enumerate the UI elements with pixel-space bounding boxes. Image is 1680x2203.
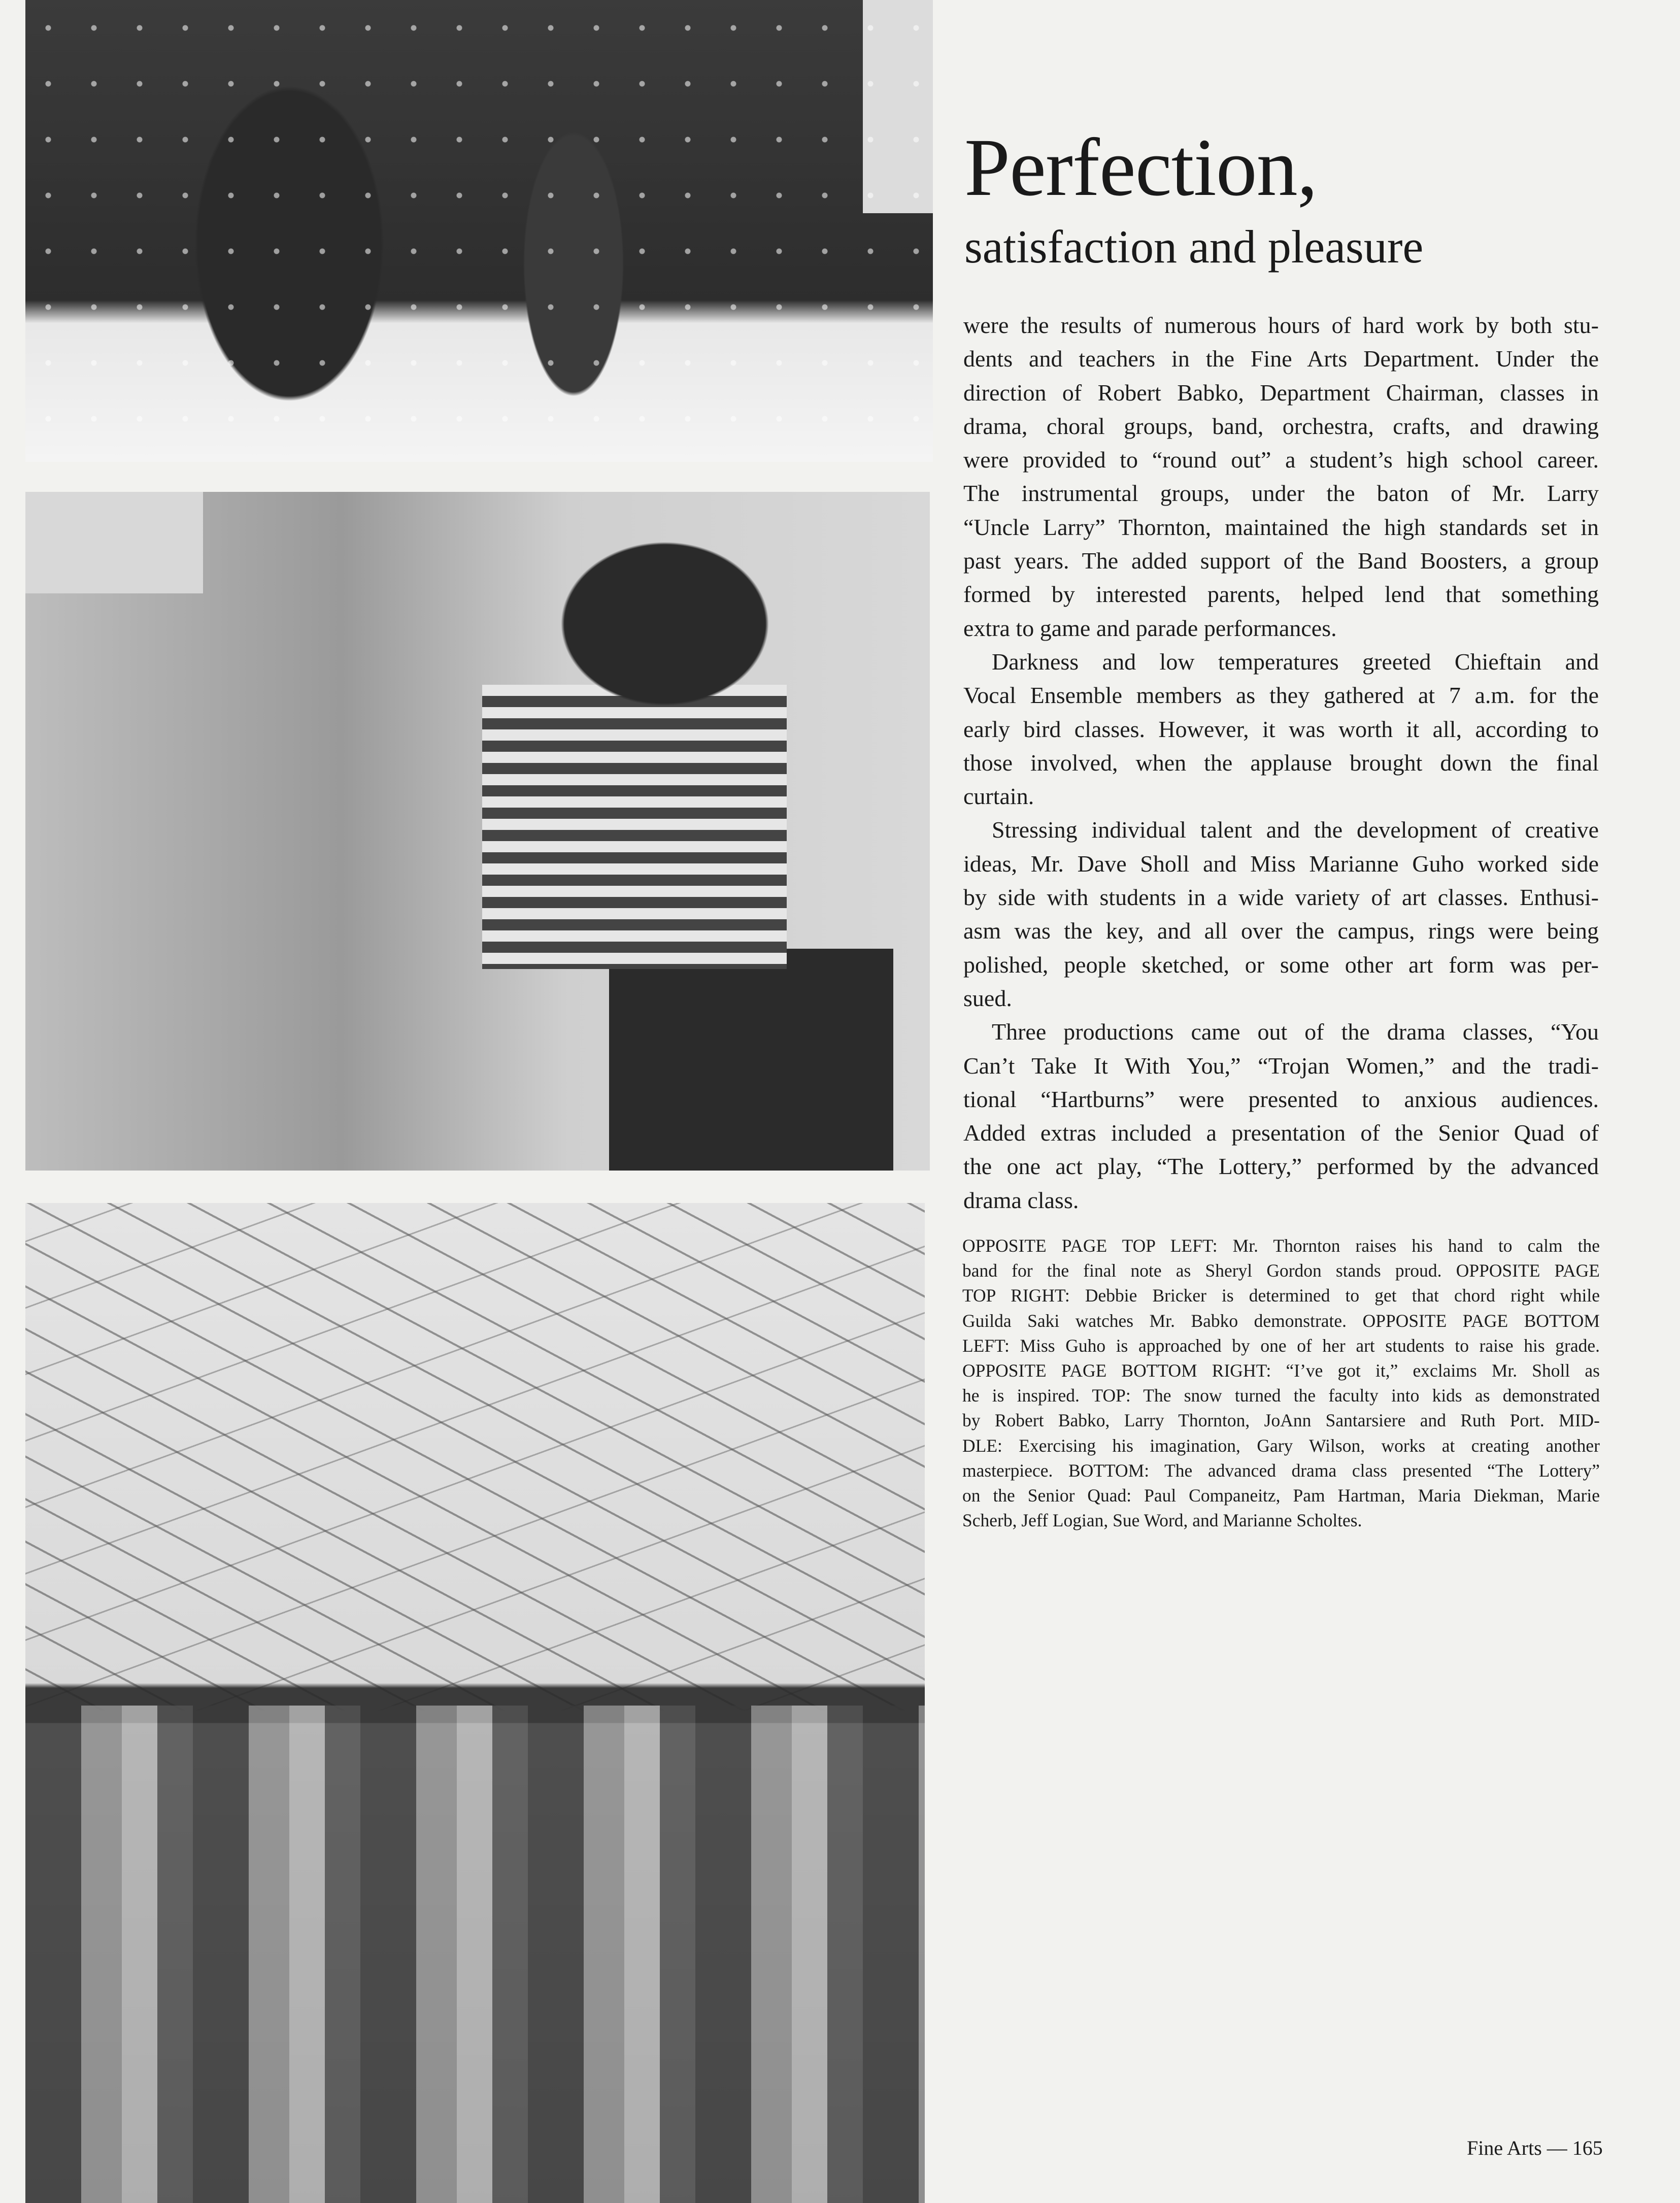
page-subtitle: satisfaction and pleasure [964, 221, 1424, 273]
text-line: curtain. [963, 783, 1034, 810]
text-line: ideas, Mr. Dave Sholl and Miss Marianne Guho worked side [963, 850, 1599, 877]
text-line: Can’t Take It With You,” “Trojan Women,” and the tradi- [963, 1052, 1599, 1079]
photo-snow-faculty [25, 0, 933, 462]
caption-line: by Robert Babko, Larry Thornton, JoAnn Santarsiere and Ruth Port. MID- [962, 1410, 1600, 1431]
text-line: extra to game and parade performances. [963, 615, 1337, 641]
caption-line: masterpiece. BOTTOM: The advanced drama class presented “The Lottery” [962, 1460, 1600, 1481]
text-line: The instrumental groups, under the baton of Mr. Larry [963, 480, 1599, 507]
photo-students-group [25, 1706, 925, 2203]
photo-art-student-painting [25, 492, 930, 1171]
text-line: sued. [963, 985, 1012, 1011]
caption-line: band for the final note as Sheryl Gordon stands proud. OPPOSITE PAGE [962, 1260, 1600, 1281]
caption-line: Guilda Saki watches Mr. Babko demonstrate. OPPOSITE PAGE BOTTOM [962, 1310, 1600, 1331]
page-title: Perfection, [964, 122, 1318, 213]
text-line: drama class. [963, 1187, 1079, 1213]
article-paragraph [963, 813, 1599, 1015]
text-line: drama, choral groups, band, orchestra, crafts, and drawing [963, 413, 1599, 439]
text-line: direction of Robert Babko, Department Chairman, classes in [963, 379, 1599, 406]
text-line: early bird classes. However, it was worth it all, according to [963, 716, 1599, 742]
photo-tree-branches [25, 1203, 925, 1711]
caption-line: he is inspired. TOP: The snow turned the faculty into kids as demonstrated [962, 1385, 1600, 1406]
text-line: “Uncle Larry” Thornton, maintained the high standards set in [963, 514, 1599, 540]
text-line: by side with students in a wide variety of art classes. Enthusi- [963, 884, 1599, 911]
text-line: formed by interested parents, helped lend that something [963, 581, 1599, 608]
photo-sign [25, 492, 203, 593]
text-line: polished, people sketched, or some other art form was per- [963, 951, 1599, 978]
article-paragraph [963, 1015, 1599, 1217]
photo-drama-class-quad [25, 1203, 925, 2203]
article-paragraph [963, 645, 1599, 813]
caption-line: DLE: Exercising his imagination, Gary Wilson, works at creating another [962, 1435, 1600, 1456]
article-paragraph [963, 309, 1599, 645]
text-line: dents and teachers in the Fine Arts Department. Under the [963, 346, 1599, 372]
caption-line: on the Senior Quad: Paul Companeitz, Pam Hartman, Maria Diekman, Marie [962, 1485, 1600, 1506]
text-line: were provided to “round out” a student’s high school career. [963, 447, 1599, 473]
caption-line: TOP RIGHT: Debbie Bricker is determined to get that chord right while [962, 1285, 1600, 1306]
caption-line: LEFT: Miss Guho is approached by one of her art students to raise his grade. [962, 1335, 1600, 1356]
text-line: asm was the key, and all over the campus, rings were being [963, 918, 1599, 944]
page-folio: Fine Arts — 165 [1467, 2137, 1603, 2159]
text-line: were the results of numerous hours of hard work by both stu- [963, 312, 1599, 338]
text-line: those involved, when the applause brought down the final [963, 749, 1599, 776]
text-line: Added extras included a presentation of the Senior Quad of [963, 1120, 1599, 1146]
text-line: the one act play, “The Lottery,” performed by the advanced [963, 1153, 1599, 1180]
text-line: past years. The added support of the Band Boosters, a group [963, 548, 1599, 574]
caption-line: OPPOSITE PAGE BOTTOM RIGHT: “I’ve got it,” exclaims Mr. Sholl as [962, 1360, 1600, 1381]
photo-captions [962, 1233, 1600, 1533]
caption-line: Scherb, Jeff Logian, Sue Word, and Marianne Scholtes. [962, 1510, 1362, 1531]
photo-snowfall [25, 0, 933, 462]
caption-line: OPPOSITE PAGE TOP LEFT: Mr. Thornton raises his hand to calm the [962, 1236, 1600, 1256]
text-line: Vocal Ensemble members as they gathered at 7 a.m. for the [963, 682, 1599, 709]
article-body [963, 309, 1599, 1217]
text-line: Darkness and low temperatures greeted Chieftain and [992, 648, 1599, 675]
text-line: tional “Hartburns” were presented to anxious audiences. [963, 1086, 1599, 1112]
text-line: Stressing individual talent and the development of creative [992, 817, 1599, 843]
text-line: Three productions came out of the drama classes, “You [992, 1019, 1599, 1045]
